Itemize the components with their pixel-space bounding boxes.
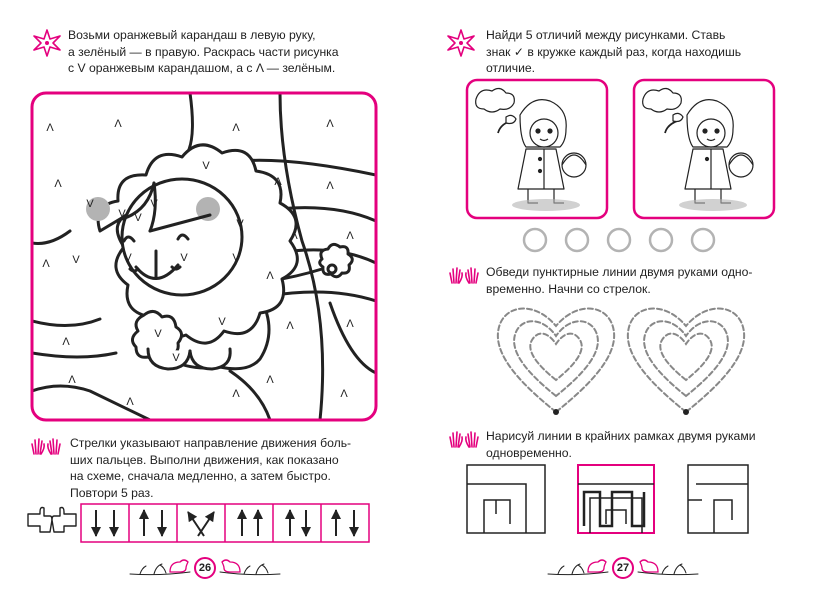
mark-up: Λ xyxy=(114,118,122,130)
task2-line: Повтори 5 раз. xyxy=(70,485,154,500)
mark-up: Λ xyxy=(326,118,334,130)
star-icon xyxy=(32,28,62,58)
hands-icon xyxy=(448,427,480,451)
mark-up: Λ xyxy=(46,122,54,134)
task3-line: Нарисуй линии в крайних рамках двумя руками xyxy=(486,429,756,443)
task2-text xyxy=(70,435,372,501)
task1-line: Найди 5 отличий между рисунками. Ставь xyxy=(486,28,726,42)
mark-up: Λ xyxy=(62,336,70,348)
task3-line: одновременно. xyxy=(486,445,572,460)
task3-text xyxy=(486,428,790,461)
mark-down: V xyxy=(150,198,158,210)
dashed-hearts xyxy=(486,300,756,418)
task2-line: на схеме, сначала медленно, а затем быстро. xyxy=(70,469,331,483)
mark-up: Λ xyxy=(266,270,274,282)
mark-up: Λ xyxy=(266,374,274,386)
mark-down: V xyxy=(124,252,132,264)
mark-up: Λ xyxy=(346,318,354,330)
mark-up: Λ xyxy=(232,122,240,134)
mark-down: V xyxy=(154,328,162,340)
check-circle[interactable] xyxy=(566,229,588,251)
mark-up: Λ xyxy=(232,388,240,400)
hands-icon xyxy=(448,263,480,287)
mark-down: V xyxy=(134,212,142,224)
arrow-strip xyxy=(80,503,370,543)
task2-line: Стрелки указывают направление движения боль- xyxy=(70,436,352,450)
maze-boxes xyxy=(466,464,750,534)
check-circle[interactable] xyxy=(692,229,714,251)
mark-down: V xyxy=(236,218,244,230)
right-page xyxy=(410,0,820,594)
mark-down: V xyxy=(180,252,188,264)
task1-line: а зелёный — в правую. Раскрась части рисунка xyxy=(68,44,339,59)
task2-line: ших пальцев. Выполни движения, как показано xyxy=(70,452,339,467)
mark-down: V xyxy=(86,198,94,210)
task1-text xyxy=(68,27,374,77)
check-circle[interactable] xyxy=(608,229,630,251)
task2-line: временно. Начни со стрелок. xyxy=(486,281,651,296)
task1-line: Возьми оранжевый карандаш в левую руку, xyxy=(68,28,316,42)
mark-down: V xyxy=(118,208,126,220)
task1-text xyxy=(486,27,790,77)
start-dot xyxy=(553,409,559,415)
mark-down: V xyxy=(72,254,80,266)
mark-up: Λ xyxy=(286,320,294,332)
check-circle[interactable] xyxy=(524,229,546,251)
task1-line: знак ✓ в кружке каждый раз, когда находишь xyxy=(486,44,742,59)
mark-up: Λ xyxy=(54,178,62,190)
task1-line: отличие. xyxy=(486,61,536,75)
mark-up: Λ xyxy=(68,374,76,386)
mark-up: Λ xyxy=(346,230,354,242)
check-circle[interactable] xyxy=(650,229,672,251)
difference-circles xyxy=(522,227,718,253)
star-icon xyxy=(446,28,476,58)
task1-line: с V оранжевым карандашом, а с Λ — зелёным. xyxy=(68,61,336,75)
difference-pictures xyxy=(466,79,778,221)
thumbs-icon xyxy=(26,502,78,538)
mark-up: Λ xyxy=(340,388,348,400)
mark-up: Λ xyxy=(42,258,50,270)
mark-up: Λ xyxy=(274,176,282,188)
mark-up: Λ xyxy=(126,396,134,408)
page-number: 27 xyxy=(616,562,630,574)
coloring-picture xyxy=(30,91,378,422)
hands-icon xyxy=(30,434,62,458)
task2-line: Обведи пунктирные линии двумя руками одно- xyxy=(486,265,753,279)
mark-down: V xyxy=(202,160,210,172)
mark-down: V xyxy=(172,352,180,364)
task2-text xyxy=(486,264,790,297)
start-dot xyxy=(683,409,689,415)
mark-down: V xyxy=(232,252,240,264)
mark-up: Λ xyxy=(290,230,298,242)
page-number: 26 xyxy=(198,562,212,574)
mark-up: Λ xyxy=(326,180,334,192)
mark-down: V xyxy=(218,316,226,328)
